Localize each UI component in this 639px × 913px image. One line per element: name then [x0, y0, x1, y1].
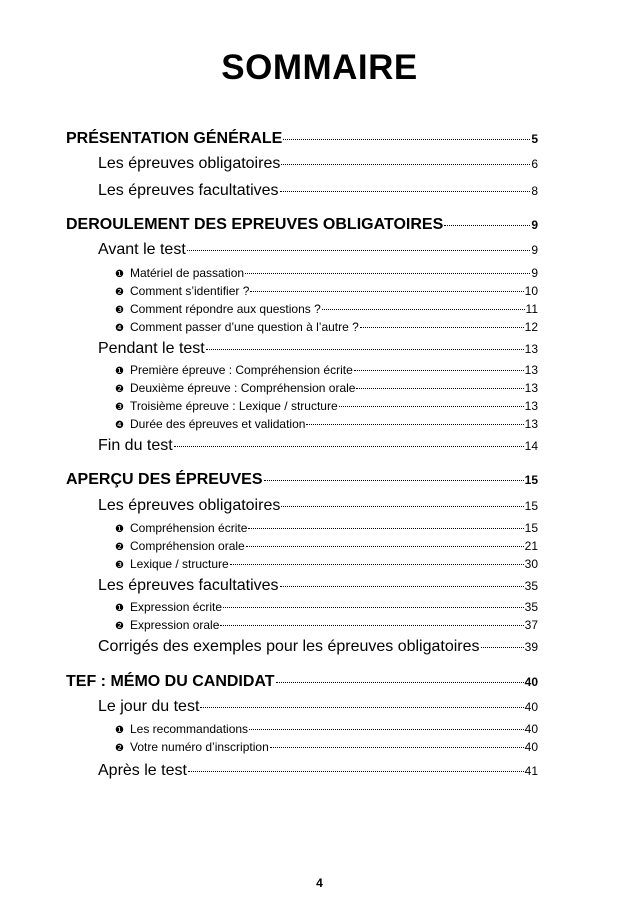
- toc-label-text: Expression orale: [130, 618, 220, 632]
- toc-section: [66, 216, 538, 234]
- toc-label-text: Les recommandations: [130, 722, 249, 736]
- numbered-bullet-icon: ❶: [115, 603, 124, 614]
- toc-item: [115, 722, 538, 736]
- toc-page-number: 14: [524, 439, 538, 453]
- toc-subsection: [98, 698, 538, 716]
- toc-page-number: 13: [524, 399, 538, 413]
- toc-label: [115, 539, 245, 553]
- numbered-bullet-icon: ❶: [115, 725, 124, 736]
- toc-label: [66, 673, 275, 691]
- numbered-bullet-icon: ❸: [115, 305, 124, 316]
- toc-label: [115, 284, 249, 298]
- toc-label-text: Fin du test: [98, 437, 173, 454]
- toc-label-text: Pendant le test: [98, 340, 205, 357]
- dot-leader: [230, 564, 524, 565]
- toc-subsection: [98, 497, 538, 515]
- toc-page-number: 13: [524, 363, 538, 377]
- toc-label: [98, 182, 279, 200]
- numbered-bullet-icon: ❶: [115, 269, 124, 280]
- dot-leader: [281, 164, 530, 165]
- toc-page-number: 40: [524, 675, 538, 689]
- dot-leader: [280, 191, 531, 192]
- toc-item: [115, 381, 538, 395]
- toc-subsection: [98, 155, 538, 173]
- toc-page-number: 40: [524, 740, 538, 754]
- numbered-bullet-icon: ❷: [115, 621, 124, 632]
- toc-label: [115, 302, 321, 316]
- toc-label-text: Comment s’identifier ?: [130, 284, 250, 298]
- toc-label: [115, 557, 229, 571]
- numbered-bullet-icon: ❹: [115, 323, 124, 334]
- toc-label-text: Compréhension écrite: [130, 521, 248, 535]
- toc-item: [115, 600, 538, 614]
- toc-page-number: 6: [531, 157, 538, 171]
- page-number: 4: [316, 876, 323, 890]
- toc-item: [115, 284, 538, 298]
- toc-page-number: 40: [524, 700, 538, 714]
- toc-page-number: 35: [524, 579, 538, 593]
- toc-page-number: 37: [524, 618, 538, 632]
- toc-label: [115, 521, 247, 535]
- toc-page-number: 15: [524, 499, 538, 513]
- toc-page-number: 12: [524, 320, 538, 334]
- toc-page-number: 21: [524, 539, 538, 553]
- numbered-bullet-icon: ❸: [115, 402, 124, 413]
- toc-label-text: Deuxième épreuve : Compréhension orale: [130, 381, 356, 395]
- dot-leader: [206, 349, 524, 350]
- dot-leader: [223, 607, 524, 608]
- toc-item: [115, 557, 538, 571]
- toc-item: [115, 539, 538, 553]
- toc-label-text: Les épreuves facultatives: [98, 577, 279, 594]
- toc-page-number: 35: [524, 600, 538, 614]
- toc-label-text: Expression écrite: [130, 600, 223, 614]
- toc-page-number: 9: [531, 266, 538, 280]
- toc-label: [115, 363, 353, 377]
- toc-item: [115, 320, 538, 334]
- dot-leader: [174, 446, 524, 447]
- toc-page-number: 13: [524, 342, 538, 356]
- toc-subsection: [98, 762, 538, 780]
- toc-label: [115, 399, 338, 413]
- dot-leader: [245, 273, 530, 274]
- numbered-bullet-icon: ❶: [115, 366, 124, 377]
- toc-page-number: 11: [525, 302, 538, 316]
- dot-leader: [200, 707, 523, 708]
- toc-subsection: [98, 577, 538, 595]
- toc-label: [98, 638, 480, 656]
- toc-item: [115, 399, 538, 413]
- toc-page-number: 41: [524, 764, 538, 778]
- toc-item: [115, 740, 538, 754]
- toc-label: [115, 722, 248, 736]
- toc-label-text: PRÉSENTATION GÉNÉRALE: [66, 130, 283, 147]
- toc-subsection: [98, 437, 538, 455]
- dot-leader: [220, 625, 523, 626]
- toc-label-text: Comment répondre aux questions ?: [130, 302, 321, 316]
- toc-label-text: Lexique / structure: [130, 557, 229, 571]
- toc-label-text: Votre numéro d’inscription: [130, 740, 269, 754]
- dot-leader: [188, 771, 524, 772]
- toc-label: [66, 216, 443, 234]
- toc-label: [98, 437, 173, 455]
- toc-page-number: 40: [524, 722, 538, 736]
- toc-label: [115, 417, 305, 431]
- toc-section: [66, 673, 538, 691]
- dot-leader: [360, 327, 524, 328]
- dot-leader: [354, 370, 524, 371]
- toc-label-text: Les épreuves obligatoires: [98, 155, 281, 172]
- toc-section: [66, 130, 538, 148]
- toc-label-text: Corrigés des exemples pour les épreuves obligatoires: [98, 638, 480, 655]
- dot-leader: [306, 424, 523, 425]
- toc-subsection: [98, 340, 538, 358]
- toc-label: [98, 155, 280, 173]
- toc-label: [98, 241, 186, 259]
- toc-label-text: DEROULEMENT DES EPREUVES OBLIGATOIRES: [66, 216, 444, 233]
- toc-label: [115, 266, 244, 280]
- dot-leader: [264, 480, 524, 481]
- numbered-bullet-icon: ❹: [115, 420, 124, 431]
- toc-label-text: Première épreuve : Compréhension écrite: [130, 363, 353, 377]
- toc-page-number: 15: [524, 473, 538, 487]
- toc-label: [66, 130, 282, 148]
- dot-leader: [248, 528, 523, 529]
- dot-leader: [356, 388, 523, 389]
- toc-label-text: Durée des épreuves et validation: [130, 417, 306, 431]
- toc-label-text: Les épreuves obligatoires: [98, 497, 281, 514]
- dot-leader: [322, 309, 525, 310]
- toc-label-text: Les épreuves facultatives: [98, 182, 279, 199]
- toc-subsection: [98, 638, 538, 656]
- toc-subsection: [98, 241, 538, 259]
- toc-page-number: 30: [524, 557, 538, 571]
- toc-section: [66, 471, 538, 489]
- toc-page-number: 9: [531, 218, 538, 232]
- toc-label-text: Le jour du test: [98, 698, 200, 715]
- toc-page-number: 39: [524, 640, 538, 654]
- numbered-bullet-icon: ❷: [115, 542, 124, 553]
- toc-label-text: Compréhension orale: [130, 539, 245, 553]
- toc-page-number: 13: [524, 417, 538, 431]
- dot-leader: [339, 406, 524, 407]
- toc-page-number: 13: [524, 381, 538, 395]
- numbered-bullet-icon: ❷: [115, 743, 124, 754]
- dot-leader: [280, 586, 524, 587]
- dot-leader: [281, 506, 523, 507]
- toc-label: [98, 762, 187, 780]
- toc-label: [115, 600, 222, 614]
- dot-leader: [444, 225, 530, 226]
- toc-label-text: Après le test: [98, 762, 187, 779]
- dot-leader: [246, 546, 524, 547]
- toc-label: [98, 340, 205, 358]
- numbered-bullet-icon: ❷: [115, 384, 124, 395]
- dot-leader: [249, 729, 524, 730]
- toc-label: [98, 577, 279, 595]
- toc-label: [98, 698, 199, 716]
- toc-label-text: Avant le test: [98, 241, 186, 258]
- toc-page-number: 15: [524, 521, 538, 535]
- toc-label-text: Comment passer d’une question à l’autre ?: [130, 320, 359, 334]
- toc-label: [115, 740, 269, 754]
- toc-label: [115, 618, 219, 632]
- toc-label-text: TEF : MÉMO DU CANDIDAT: [66, 673, 275, 690]
- toc-label: [115, 320, 359, 334]
- toc-item: [115, 618, 538, 632]
- toc-label: [115, 381, 355, 395]
- toc-item: [115, 521, 538, 535]
- toc-label-text: APERÇU DES ÉPREUVES: [66, 471, 263, 488]
- dot-leader: [276, 682, 524, 683]
- toc-item: [115, 417, 538, 431]
- toc-label: [66, 471, 263, 489]
- toc-page-number: 9: [531, 243, 538, 257]
- toc-page-number: 5: [531, 132, 538, 146]
- dot-leader: [283, 139, 530, 140]
- dot-leader: [481, 647, 524, 648]
- toc-label-text: Matériel de passation: [130, 266, 245, 280]
- toc-page-number: 8: [531, 184, 538, 198]
- toc-page-number: 10: [524, 284, 538, 298]
- numbered-bullet-icon: ❷: [115, 287, 124, 298]
- dot-leader: [270, 747, 524, 748]
- toc-subsection: [98, 182, 538, 200]
- dot-leader: [250, 291, 523, 292]
- toc-item: [115, 302, 538, 316]
- toc-item: [115, 363, 538, 377]
- page-title: SOMMAIRE: [221, 48, 418, 87]
- numbered-bullet-icon: ❸: [115, 560, 124, 571]
- toc-item: [115, 266, 538, 280]
- toc-label: [98, 497, 280, 515]
- numbered-bullet-icon: ❶: [115, 524, 124, 535]
- dot-leader: [187, 250, 531, 251]
- toc-label-text: Troisième épreuve : Lexique / structure: [130, 399, 338, 413]
